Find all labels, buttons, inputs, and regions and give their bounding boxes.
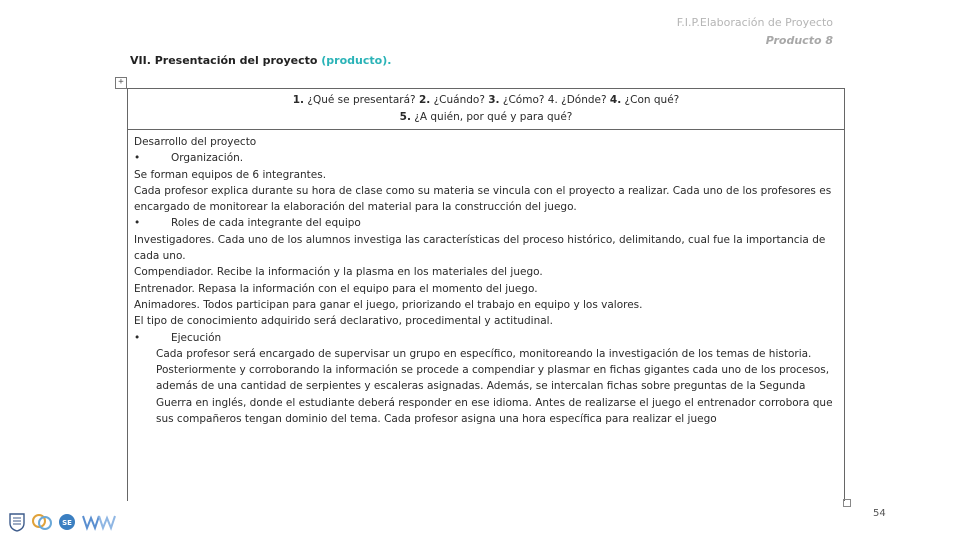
q2-text: ¿Cuándo? — [430, 94, 489, 106]
content-paragraph: Compendiador. Recibe la información y la plasma en los materiales del juego. — [134, 266, 543, 279]
header-product-label: Producto 8 — [765, 34, 833, 47]
project-content-cell[interactable] — [128, 130, 844, 427]
bullet-label: Roles de cada integrante del equipo — [171, 217, 361, 230]
table-resize-handle-icon[interactable] — [843, 499, 851, 507]
content-heading: Desarrollo del proyecto — [134, 136, 257, 148]
bullet-label: Organización. — [171, 152, 244, 165]
q3-text: ¿Cómo? — [499, 94, 548, 106]
q1-text: ¿Qué se presentará? — [304, 94, 419, 106]
bullet-item-roles — [134, 215, 839, 231]
bullet-icon: • — [134, 152, 141, 165]
q2-number: 2. — [418, 94, 431, 106]
bullet-item-organizacion — [134, 150, 839, 166]
se-badge-icon — [58, 513, 76, 531]
content-paragraph: Investigadores. Cada uno de los alumnos investiga las características del proceso histórico, delimitando, cual fue la importancia de cada uno. — [134, 233, 826, 263]
q4a-text: 4. ¿Dónde? — [547, 94, 610, 106]
bullet-label: Ejecución — [171, 331, 222, 344]
footer-logos — [8, 512, 116, 532]
questions-row — [128, 89, 844, 130]
questions-line-2 — [128, 109, 844, 126]
section-title-text: VII. Presentación del proyecto — [130, 54, 322, 67]
content-paragraph: Animadores. Todos participan para ganar el juego, priorizando el trabajo en equipo y los valores. — [134, 298, 643, 311]
institution-logo-icon — [32, 512, 52, 532]
page-number: 54 — [873, 508, 886, 519]
table-move-handle-icon[interactable]: + — [115, 77, 127, 89]
content-paragraph: Cada profesor explica durante su hora de clase como su materia se vincula con el proyecto a realizar. Cada uno de los profesores es encargado de monitorear la elaboración del material para la construcción del juego. — [134, 184, 832, 214]
content-paragraph: El tipo de conocimiento adquirido será declarativo, procedimental y actitudinal. — [134, 315, 553, 328]
se-badge-text: SE — [62, 519, 72, 527]
q5-number: 5. — [399, 111, 411, 123]
q5-text: ¿A quién, por qué y para qué? — [410, 111, 573, 123]
q3-number: 3. — [488, 94, 500, 106]
content-paragraph: Entrenador. Repasa la información con el equipo para el momento del juego. — [134, 282, 538, 295]
q4b-text: ¿Con qué? — [621, 94, 680, 106]
section-title-accent: (producto). — [321, 54, 392, 67]
bullet-icon: • — [134, 331, 141, 344]
content-paragraph: Cada profesor será encargado de supervisar un grupo en específico, monitoreando la investigación de los temas de historia. Posteriormente y corroborando la información se procede a compendiar y plasmar en fichas gigantes cada uno de los procesos, además de una cantidad de serpientes y escaleras asignadas. Además, se intercalan fichas sobre preguntas de la Segunda Guerra en inglés, donde el estudiante deberá responder en ese idioma. Antes de realizarse el juego el entrenador corrobora que sus compañeros tengan dominio del tema. Cada profesor asigna una hora específica para realizar el juego — [156, 347, 833, 426]
project-table — [127, 88, 845, 501]
section-title — [130, 54, 391, 67]
wave-logo-icon — [82, 513, 116, 531]
header-project-title: F.I.P.Elaboración de Proyecto — [676, 16, 833, 29]
university-crest-icon — [8, 512, 26, 532]
questions-line-1 — [128, 92, 844, 109]
bullet-icon: • — [134, 217, 141, 230]
q4b-number: 4. — [609, 94, 622, 106]
content-paragraph: Se forman equipos de 6 integrantes. — [134, 168, 327, 181]
q1-number: 1. — [292, 94, 305, 106]
bullet-item-ejecucion — [134, 330, 839, 346]
